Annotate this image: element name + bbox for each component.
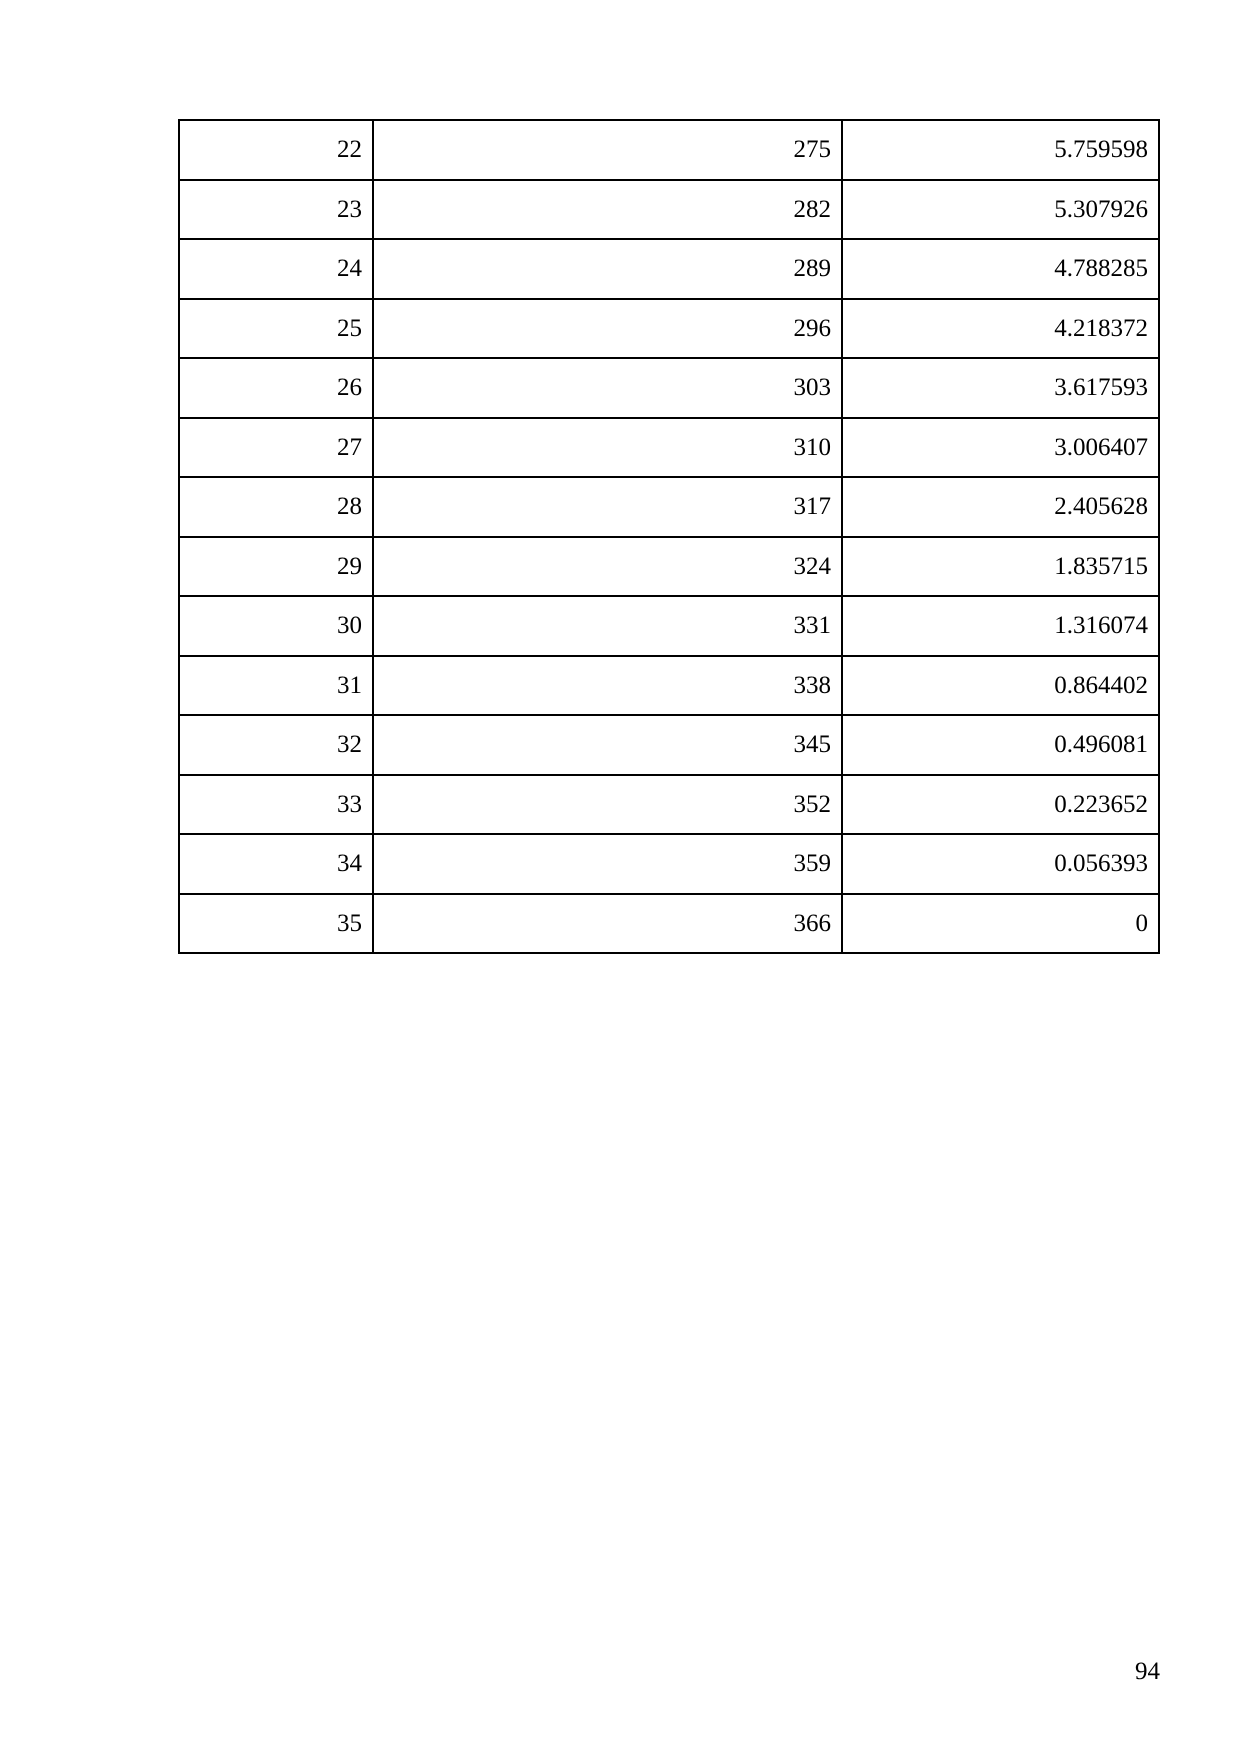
table-row bbox=[179, 894, 1159, 954]
table-cell-index: 30 bbox=[179, 596, 373, 656]
table-cell-day: 310 bbox=[373, 418, 842, 478]
table-cell-value: 4.218372 bbox=[842, 299, 1159, 359]
table-cell-index: 32 bbox=[179, 715, 373, 775]
table-cell-value: 1.316074 bbox=[842, 596, 1159, 656]
table-cell-value: 3.617593 bbox=[842, 358, 1159, 418]
table-cell-index: 25 bbox=[179, 299, 373, 359]
table-row bbox=[179, 537, 1159, 597]
table-row bbox=[179, 239, 1159, 299]
table-cell-value: 0 bbox=[842, 894, 1159, 954]
table-cell-index: 27 bbox=[179, 418, 373, 478]
table-cell-index: 26 bbox=[179, 358, 373, 418]
table-cell-value: 1.835715 bbox=[842, 537, 1159, 597]
table-cell-index: 31 bbox=[179, 656, 373, 716]
table-cell-index: 34 bbox=[179, 834, 373, 894]
table-cell-index: 28 bbox=[179, 477, 373, 537]
table-cell-day: 366 bbox=[373, 894, 842, 954]
table-row bbox=[179, 715, 1159, 775]
table-cell-day: 282 bbox=[373, 180, 842, 240]
table-cell-value: 0.864402 bbox=[842, 656, 1159, 716]
table-cell-day: 324 bbox=[373, 537, 842, 597]
page-number: 94 bbox=[1135, 1658, 1160, 1685]
table-row bbox=[179, 299, 1159, 359]
table-row bbox=[179, 358, 1159, 418]
table-row bbox=[179, 775, 1159, 835]
table-cell-day: 317 bbox=[373, 477, 842, 537]
table-cell-value: 0.496081 bbox=[842, 715, 1159, 775]
table-cell-index: 35 bbox=[179, 894, 373, 954]
table-row bbox=[179, 477, 1159, 537]
table-cell-value: 2.405628 bbox=[842, 477, 1159, 537]
table-cell-value: 5.759598 bbox=[842, 120, 1159, 180]
table-cell-value: 4.788285 bbox=[842, 239, 1159, 299]
table-row bbox=[179, 596, 1159, 656]
data-table bbox=[178, 119, 1160, 954]
table-cell-day: 338 bbox=[373, 656, 842, 716]
table-cell-day: 289 bbox=[373, 239, 842, 299]
table-row bbox=[179, 180, 1159, 240]
table-cell-index: 29 bbox=[179, 537, 373, 597]
table-cell-day: 303 bbox=[373, 358, 842, 418]
table-cell-value: 3.006407 bbox=[842, 418, 1159, 478]
table-cell-day: 296 bbox=[373, 299, 842, 359]
table-cell-index: 24 bbox=[179, 239, 373, 299]
table-row bbox=[179, 120, 1159, 180]
table-row bbox=[179, 656, 1159, 716]
table-cell-day: 345 bbox=[373, 715, 842, 775]
table-cell-value: 0.223652 bbox=[842, 775, 1159, 835]
table-cell-day: 359 bbox=[373, 834, 842, 894]
table-cell-day: 352 bbox=[373, 775, 842, 835]
table-cell-day: 331 bbox=[373, 596, 842, 656]
table-cell-value: 5.307926 bbox=[842, 180, 1159, 240]
table-cell-index: 23 bbox=[179, 180, 373, 240]
table-cell-value: 0.056393 bbox=[842, 834, 1159, 894]
table-cell-index: 33 bbox=[179, 775, 373, 835]
table-row bbox=[179, 418, 1159, 478]
table-row bbox=[179, 834, 1159, 894]
table-cell-index: 22 bbox=[179, 120, 373, 180]
table-cell-day: 275 bbox=[373, 120, 842, 180]
